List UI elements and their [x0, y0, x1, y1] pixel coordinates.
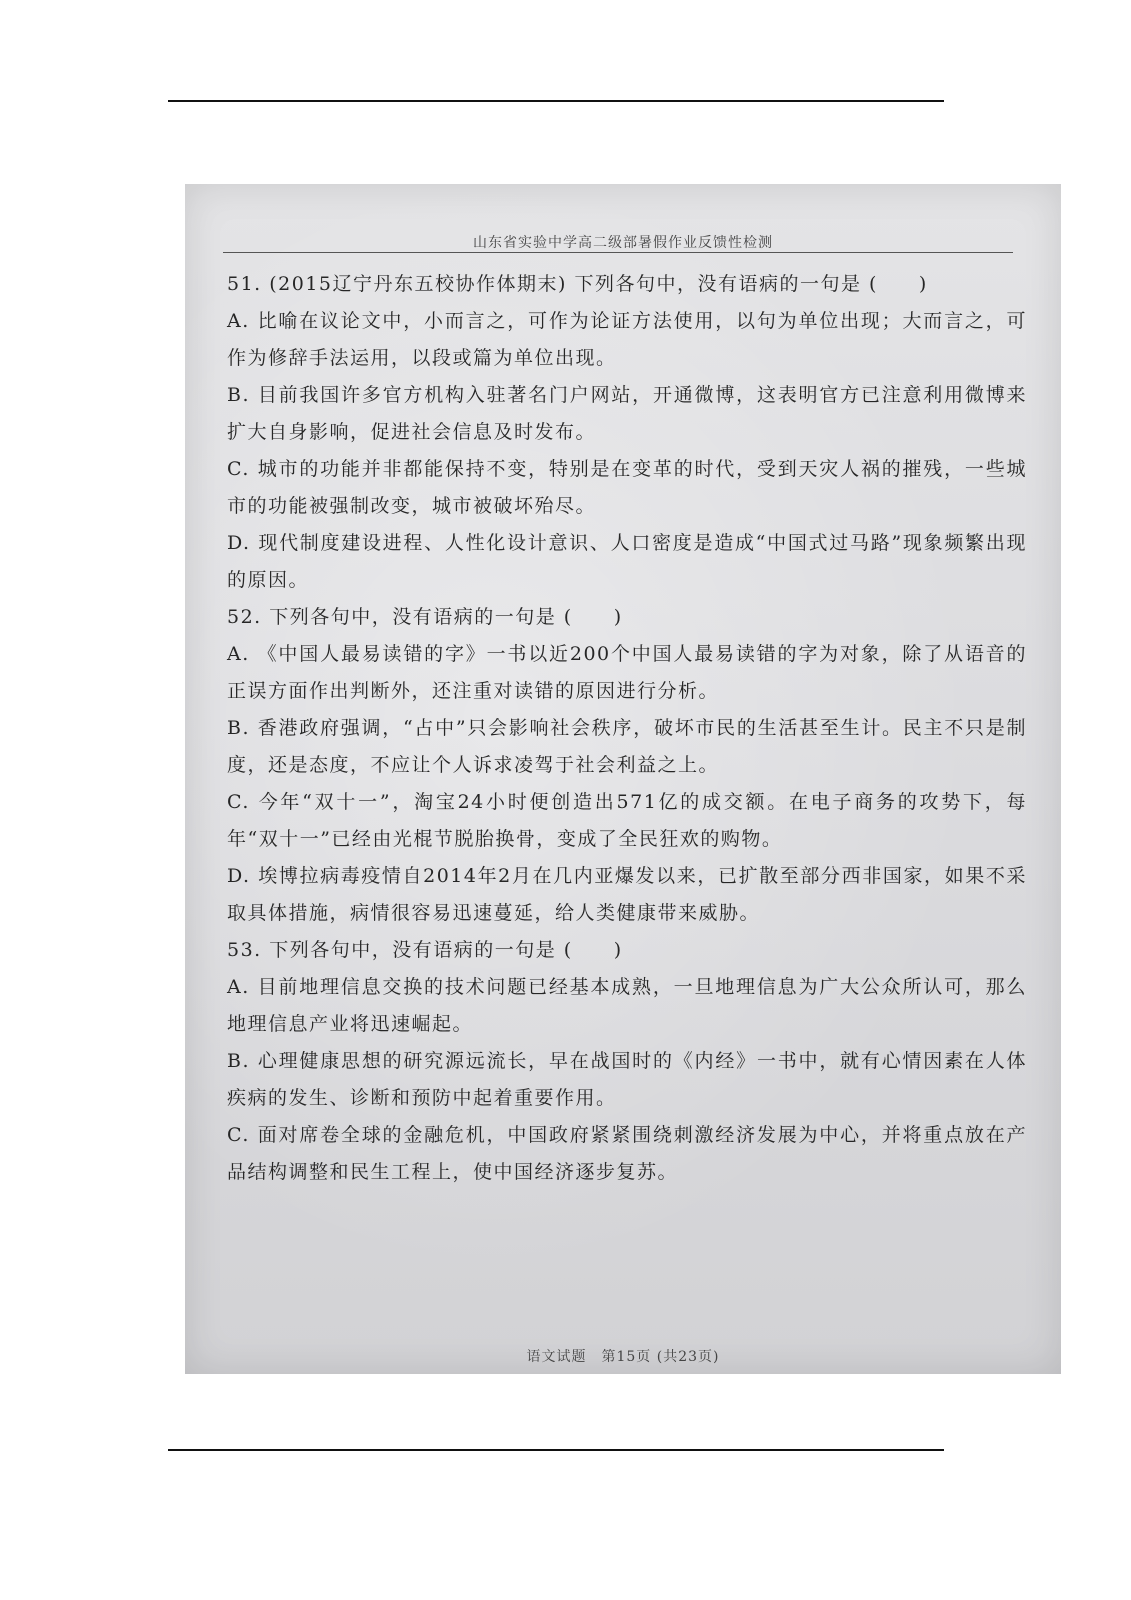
question-title: 51. (2015辽宁丹东五校协作体期末) 下列各句中，没有语病的一句是 ( ) — [227, 273, 928, 295]
question-title: 53. 下列各句中，没有语病的一句是 ( ) — [227, 939, 623, 961]
question-list — [227, 266, 1027, 1191]
option-d: D. 埃博拉病毒疫情自2014年2月在几内亚爆发以来，已扩散至部分西非国家，如果不采取具体措施，病情很容易迅速蔓延，给人类健康带来威胁。 — [227, 865, 1027, 924]
option-b: B. 目前我国许多官方机构入驻著名门户网站，开通微博，这表明官方已注意利用微博来扩大自身影响，促进社会信息及时发布。 — [227, 384, 1027, 443]
exam-footer: 语文试题 第15页 (共23页) — [526, 1349, 720, 1365]
question-title: 52. 下列各句中，没有语病的一句是 ( ) — [227, 606, 623, 628]
page-bottom-rule — [168, 1449, 944, 1451]
option-a: A. 比喻在议论文中，小而言之，可作为论证方法使用，以句为单位出现；大而言之，可作为修辞手法运用，以段或篇为单位出现。 — [227, 310, 1027, 369]
option-a: A. 目前地理信息交换的技术问题已经基本成熟，一旦地理信息为广大公众所认可，那么地理信息产业将迅速崛起。 — [227, 976, 1027, 1035]
exam-header-rule — [223, 252, 1013, 253]
scanned-exam-page — [185, 184, 1061, 1374]
option-d: D. 现代制度建设进程、人性化设计意识、人口密度是造成“中国式过马路”现象频繁出现的原因。 — [227, 532, 1027, 591]
page-top-rule — [168, 100, 944, 102]
option-a: A. 《中国人最易读错的字》一书以近200个中国人最易读错的字为对象，除了从语音的正误方面作出判断外，还注重对读错的原因进行分析。 — [227, 643, 1027, 702]
question-51 — [227, 266, 1027, 599]
option-b: B. 香港政府强调，“占中”只会影响社会秩序，破坏市民的生活甚至生计。民主不只是制度，还是态度，不应让个人诉求凌驾于社会利益之上。 — [227, 717, 1027, 776]
option-c: C. 面对席卷全球的金融危机，中国政府紧紧围绕刺激经济发展为中心，并将重点放在产品结构调整和民生工程上，使中国经济逐步复苏。 — [227, 1124, 1027, 1183]
question-53 — [227, 932, 1027, 1191]
option-c: C. 今年“双十一”，淘宝24小时便创造出571亿的成交额。在电子商务的攻势下，每年“双十一”已经由光棍节脱胎换骨，变成了全民狂欢的购物。 — [227, 791, 1027, 850]
question-52 — [227, 599, 1027, 932]
exam-header: 山东省实验中学高二级部暑假作业反馈性检测 — [473, 235, 773, 251]
option-c: C. 城市的功能并非都能保持不变，特别是在变革的时代，受到天灾人祸的摧残，一些城市的功能被强制改变，城市被破坏殆尽。 — [227, 458, 1027, 517]
option-b: B. 心理健康思想的研究源远流长，早在战国时的《内经》一书中，就有心情因素在人体疾病的发生、诊断和预防中起着重要作用。 — [227, 1050, 1027, 1109]
